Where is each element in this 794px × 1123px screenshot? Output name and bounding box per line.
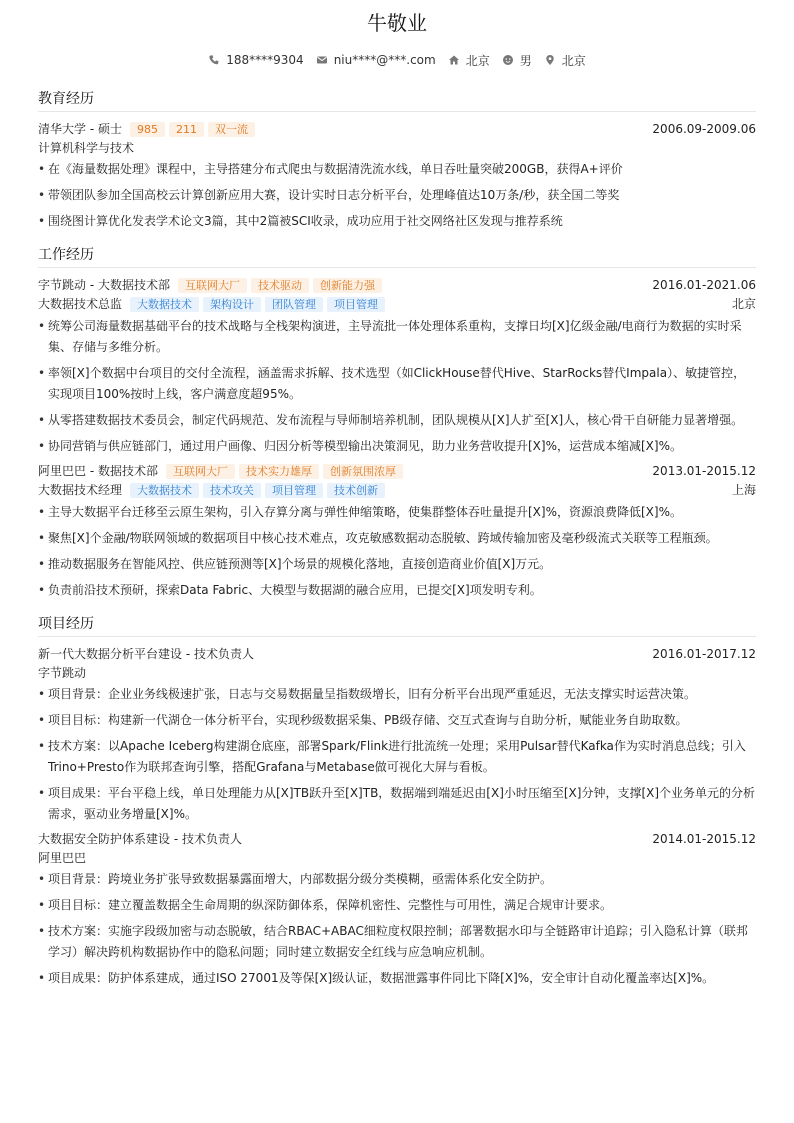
contact-location [544,52,586,69]
project-entry [38,645,756,825]
education-bullets [38,159,756,232]
list-item: • 项目背景：企业业务线极速扩张，日志与交易数据量呈指数级增长，旧有分析平台出现严重延迟，无法支撑实时运营决策。 [38,684,756,705]
role-tag: 技术攻关 [203,483,261,498]
list-item: • 统筹公司海量数据基础平台的技术战略与全栈架构演进，主导流批一体处理体系重构，支撑日均[X]亿级金融/电商行为数据的实时采集、存储与多维分析。 [38,316,756,358]
education-date: 2006.09-2009.06 [652,122,756,136]
mail-icon [316,54,328,66]
list-item: • 项目成果：防护体系建成，通过ISO 27001及等保[X]级认证，数据泄露事件同比下降[X]%，安全审计自动化覆盖率达[X]%。 [38,968,756,989]
company-tags [166,464,403,479]
list-item: • 技术方案：实施字段级加密与动态脱敏，结合RBAC+ABAC细粒度权限控制；部署数据水印与全链路审计追踪；引入隐私计算（联邦学习）解决跨机构数据协作中的隐私问题；同时建立数据安全红线与应急响应机制。 [38,921,756,963]
school-tag: 双一流 [208,122,255,137]
project-name: 新一代大数据分析平台建设 - 技术负责人 [38,647,254,661]
work-section [38,246,756,601]
company-tag: 创新能力强 [313,278,382,293]
contact-home [448,52,490,69]
company-tags [178,278,382,293]
job-entry [38,462,756,601]
role-tags [130,483,385,498]
email-text: niu****@***.com [333,53,436,67]
project-header [38,645,756,664]
projects-title: 项目经历 [38,615,756,637]
company-name: 字节跳动 - 大数据技术部 [38,278,170,292]
project-org: 阿里巴巴 [38,851,87,865]
gender-text: 男 [519,53,532,68]
list-item: • 技术方案：以Apache Iceberg构建湖仓底座，部署Spark/Flink进行批流统一处理；采用Pulsar替代Kafka作为实时消息总线；引入Trino+Presto作为联邦查询引擎，搭配Grafana与Metabase做可视化大屏与看板。 [38,736,756,778]
list-item: • 项目目标：建立覆盖数据全生命周期的纵深防御体系，保障机密性、完整性与可用性，满足合规审计要求。 [38,895,756,916]
role-tag: 架构设计 [203,297,261,312]
location-icon [544,54,556,66]
role-tag: 技术创新 [327,483,385,498]
home-text: 北京 [465,53,490,68]
role-tag: 大数据技术 [130,297,199,312]
job-role: 大数据技术经理 [38,483,123,497]
role-tag: 团队管理 [265,297,323,312]
education-section [38,90,756,232]
education-major: 计算机科学与技术 [38,141,135,155]
list-item: • 协同营销与供应链部门，通过用户画像、归因分析等模型输出决策洞见，助力业务营收提升[X]%，运营成本缩减[X]%。 [38,436,756,457]
role-tag: 项目管理 [327,297,385,312]
phone-text: 188****9304 [226,53,304,67]
location-text: 北京 [561,53,586,68]
home-icon [448,54,460,66]
school-tags [130,122,255,137]
job-bullets [38,316,756,457]
job-header [38,462,756,481]
company-tag: 创新氛围浓厚 [323,464,403,479]
role-tag: 大数据技术 [130,483,199,498]
list-item: • 项目成果：平台平稳上线，单日处理能力从[X]TB跃升至[X]TB，数据端到端延迟由[X]小时压缩至[X]分钟，支撑[X]个业务单元的分析需求，驱动业务增量[X]%。 [38,783,756,825]
job-entry [38,276,756,457]
job-city: 北京 [731,297,756,311]
education-title: 教育经历 [38,90,756,112]
project-bullets [38,684,756,825]
contact-phone [208,53,303,67]
project-date: 2016.01-2017.12 [652,647,756,661]
project-bullets [38,869,756,989]
job-header [38,276,756,295]
job-role-row [38,295,756,314]
job-role: 大数据技术总监 [38,297,123,311]
school-tag: 985 [130,122,165,137]
job-bullets [38,502,756,601]
company-tag: 互联网大厂 [178,278,247,293]
project-header [38,830,756,849]
project-date: 2014.01-2015.12 [652,832,756,846]
job-city: 上海 [731,483,756,497]
work-title: 工作经历 [38,246,756,268]
projects-section [38,615,756,989]
education-header [38,120,756,139]
face-icon [502,54,514,66]
contact-email [316,53,436,67]
list-item: • 负责前沿技术预研，探索Data Fabric、大模型与数据湖的融合应用，已提交[X]项发明专利。 [38,580,756,601]
resume-page [38,0,756,994]
contact-gender [502,52,532,69]
list-item: • 从零搭建数据技术委员会，制定代码规范、发布流程与导师制培养机制，团队规模从[X]人扩至[X]人，核心骨干自研能力显著增强。 [38,410,756,431]
company-name: 阿里巴巴 - 数据技术部 [38,464,158,478]
job-date: 2016.01-2021.06 [652,278,756,292]
role-tag: 项目管理 [265,483,323,498]
school-name: 清华大学 - 硕士 [38,122,122,136]
project-org: 字节跳动 [38,666,87,680]
role-tags [130,297,385,312]
list-item: • 带领团队参加全国高校云计算创新应用大赛，设计实时日志分析平台，处理峰值达10万条/秒，获全国二等奖 [38,185,756,206]
list-item: • 在《海量数据处理》课程中，主导搭建分布式爬虫与数据清洗流水线，单日吞吐量突破200GB，获得A+评价 [38,159,756,180]
candidate-name: 牛敬业 [367,11,427,35]
company-tag: 技术驱动 [251,278,309,293]
job-date: 2013.01-2015.12 [652,464,756,478]
list-item: • 主导大数据平台迁移至云原生架构，引入存算分离与弹性伸缩策略，使集群整体吞吐量提升[X]%，资源浪费降低[X]%。 [38,502,756,523]
company-tag: 技术实力雄厚 [239,464,319,479]
job-role-row [38,481,756,500]
project-entry [38,830,756,989]
company-tag: 互联网大厂 [166,464,235,479]
list-item: • 项目背景：跨境业务扩张导致数据暴露面增大，内部数据分级分类模糊，亟需体系化安全防护。 [38,869,756,890]
school-tag: 211 [169,122,204,137]
list-item: • 项目目标：构建新一代湖仓一体分析平台，实现秒级数据采集、PB级存储、交互式查询与自助分析，赋能业务自助取数。 [38,710,756,731]
phone-icon [208,54,220,66]
contact-bar [38,52,756,68]
list-item: • 推动数据服务在智能风控、供应链预测等[X]个场景的规模化落地，直接创造商业价值[X]万元。 [38,554,756,575]
list-item: • 围绕图计算优化发表学术论文3篇，其中2篇被SCI收录，成功应用于社交网络社区发现与推荐系统 [38,211,756,232]
list-item: • 率领[X]个数据中台项目的交付全流程，涵盖需求拆解、技术选型（如ClickHouse替代Hive、StarRocks替代Impala）、敏捷管控，实现项目100%按时上线，客户满意度超95%。 [38,363,756,405]
list-item: • 聚焦[X]个金融/物联网领域的数据项目中核心技术难点，攻克敏感数据动态脱敏、跨域传输加密及毫秒级流式关联等工程瓶颈。 [38,528,756,549]
project-name: 大数据安全防护体系建设 - 技术负责人 [38,832,242,846]
